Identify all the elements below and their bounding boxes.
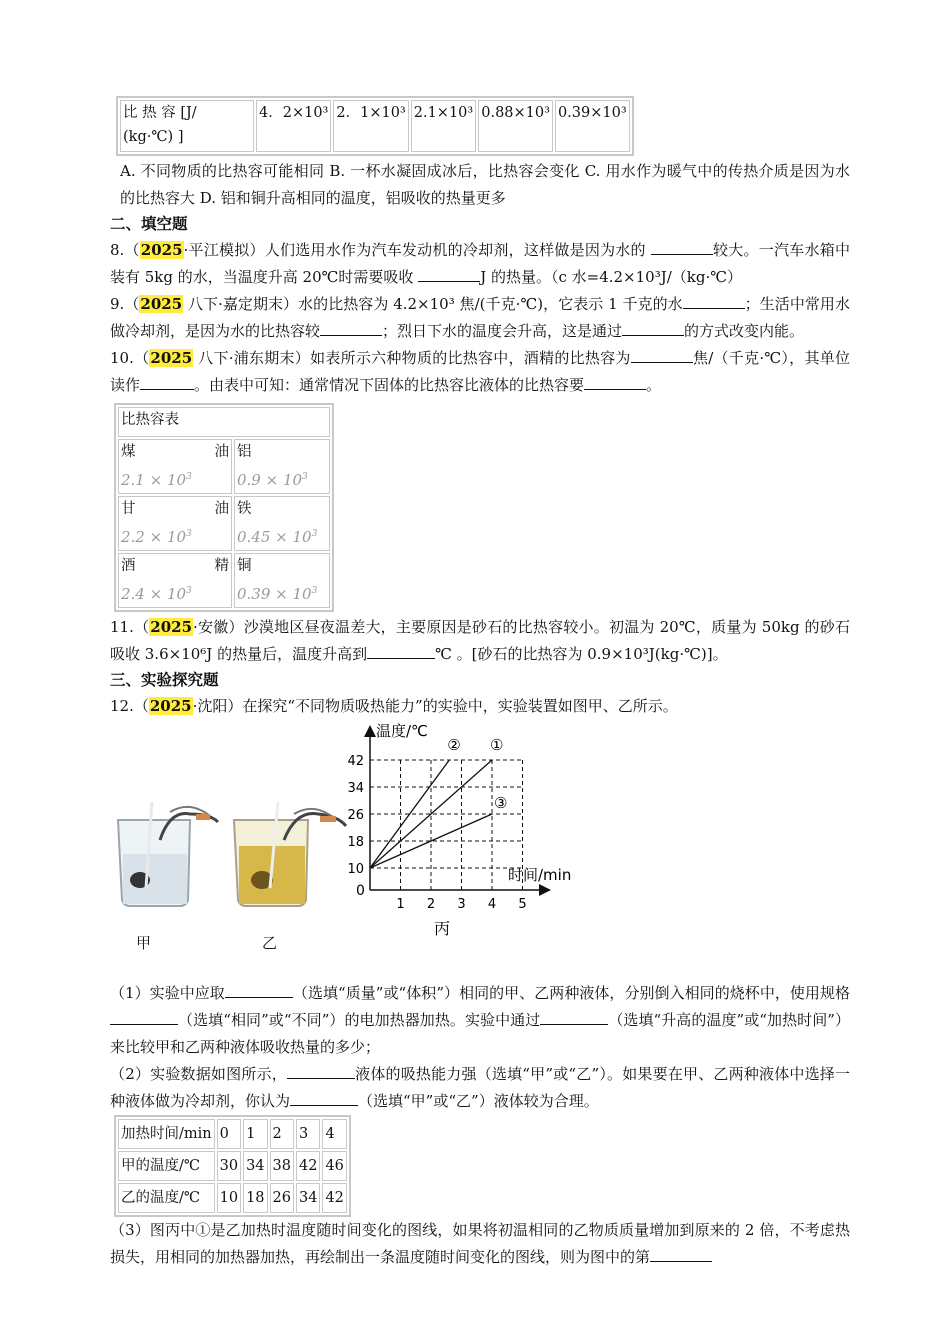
question-12-part-2: （2）实验数据如图所示， 液体的吸热能力强（选填“甲”或“乙”）。如果要在甲、乙两种液体中选择一种液体做为冷却剂，你认为 （选填“甲”或“乙”）液体较为合理。 [110, 1061, 850, 1115]
question-12-part-3: （3）图丙中①是乙加热时温度随时间变化的图线，如果将初温相同的乙物质质量增加到原来的 2 倍，不考虑热损失，用相同的加热器加热，再绘制出一条温度随时间变化的图线，则为图中的第 [110, 1221, 850, 1266]
answer-blank[interactable] [418, 265, 480, 282]
y-axis-label: 温度/℃ [376, 722, 428, 740]
section-title-fill: 二、填空题 [110, 215, 188, 233]
q7-options: A. 不同物质的比热容可能相同 B. 一杯水凝固成冰后，比热容会变化 C. 用水作为暖气中的传热介质是因为水的比热容大 D. 铝和铜升高相同的温度，铝吸收的热量更多 [120, 162, 850, 207]
x-tick-label: 4 [487, 897, 497, 912]
table-cell: 铁 $0.45 \times 10^3$ [234, 496, 330, 551]
question-11: 11.（2025·安徽）沙漠地区昼夜温差大，主要原因是砂石的比热容较小。初温为 20℃，质量为 50kg 的砂石吸收 3.6×10⁶J 的热量后，温度升高到 ℃ 。[砂石的比热容为 0.9×10³J(kg·℃)]。 [110, 618, 850, 663]
question-12: 12.（2025·沈阳）在探究“不同物质吸热能力”的实验中，实验装置如图甲、乙所示。 [110, 697, 678, 715]
question-12-part-1: （1）实验中应取 （选填“质量”或“体积”）相同的甲、乙两种液体，分别倒入相同的烧杯中，使用规格（选填“相同”或“不同”）的电加热器加热。实验中通过 （选填“升高的温度”或“加热时间”）来比较甲和乙两种液体吸收热量的多少； [110, 980, 850, 1061]
table-cell: 铝 $0.9 \times 10^3$ [234, 439, 330, 494]
answer-blank[interactable] [367, 642, 435, 659]
table-cell: 26 [270, 1183, 294, 1213]
answer-blank[interactable] [540, 1008, 608, 1025]
table-cell: 30 [217, 1151, 241, 1181]
table-cell: 2.1×10³ [411, 100, 476, 152]
chart-gridlines [370, 760, 523, 890]
year-highlight: 2025 [150, 618, 193, 636]
table-header: 3 [296, 1119, 320, 1149]
table-row [118, 1119, 347, 1149]
y-tick-label: 18 [347, 835, 364, 850]
figure-label-jia: 甲 [136, 934, 152, 952]
answer-blank[interactable] [584, 373, 646, 390]
x-tick-label: 1 [396, 897, 405, 912]
table-cell: 4．2×10³ [256, 100, 331, 152]
table-cell: 10 [217, 1183, 241, 1213]
table-cell: 2．1×10³ [333, 100, 408, 152]
y-tick-label: 10 [347, 862, 364, 877]
x-tick-label: 3 [457, 897, 466, 912]
beaker-water-illustration [110, 800, 230, 910]
answer-blank[interactable] [287, 1062, 355, 1079]
table-cell: 煤 油 $2.1 \times 10^3$ [118, 439, 232, 494]
table-cell: 铜 $0.39 \times 10^3$ [234, 553, 330, 608]
table-header: 1 [243, 1119, 267, 1149]
origin-label: 0 [356, 883, 365, 899]
answer-blank[interactable] [140, 373, 194, 390]
answer-blank[interactable] [110, 1008, 178, 1025]
table-cell: 18 [243, 1183, 267, 1213]
experiment-figure [110, 720, 850, 974]
series-label-3: ③ [494, 794, 508, 812]
series-label-1: ① [490, 736, 504, 754]
question-10: 10.（2025 八下·浦东期末）如表所示六种物质的比热容中，酒精的比热容为 焦/（千克·℃），其单位读作 。由表中可知：通常情况下固体的比热容比液体的比热容要 。 [110, 345, 850, 399]
answer-blank[interactable] [651, 238, 713, 255]
year-highlight: 2025 [150, 349, 193, 367]
table-row [118, 1183, 347, 1213]
x-axis-label: 时间/min [508, 866, 572, 884]
figure-label-yi: 乙 [262, 934, 278, 952]
x-tick-label: 2 [426, 897, 436, 912]
figure-label-bing: 丙 [434, 919, 451, 938]
table-row [118, 1151, 347, 1181]
document-page [110, 96, 850, 1271]
answer-blank[interactable] [622, 319, 684, 336]
question-9: 9.（2025 八下·嘉定期末）水的比热容为 4.2×10³ 焦/(千克·℃)，它表示 1 千克的水 ；生活中常用水做冷却剂，是因为水的比热容较 ；烈日下水的温度会升高，这是通过 的方式改变内能。 [110, 291, 850, 345]
table-cell: 0.39×10³ [555, 100, 630, 152]
temperature-data-table [114, 1115, 351, 1217]
table-cell: 42 [322, 1183, 346, 1213]
table-cell: 38 [270, 1151, 294, 1181]
table-cell: 46 [322, 1151, 346, 1181]
series-line-2 [370, 760, 449, 868]
table-cell: 34 [243, 1151, 267, 1181]
year-highlight: 2025 [149, 697, 192, 715]
answer-blank[interactable] [320, 319, 382, 336]
table-cell: 酒 精 $2.4 \times 10^3$ [118, 553, 232, 608]
table-header: 4 [322, 1119, 346, 1149]
table-header: 0 [217, 1119, 241, 1149]
table-cell: 0.88×10³ [478, 100, 553, 152]
year-highlight: 2025 [140, 295, 183, 313]
table-header: 2 [270, 1119, 294, 1149]
answer-blank[interactable] [290, 1089, 358, 1106]
table-cell: 34 [296, 1183, 320, 1213]
y-tick-label: 42 [347, 754, 364, 769]
table-row [118, 496, 330, 551]
temperature-time-chart [342, 720, 602, 974]
table-cell: 甲的温度/℃ [118, 1151, 215, 1181]
specific-heat-table-six [114, 403, 334, 612]
table-row [118, 553, 330, 608]
table-header: 加热时间/min [118, 1119, 215, 1149]
question-8: 8.（2025·平江模拟）人们选用水作为汽车发动机的冷却剂，这样做是因为水的 较大。一汽车水箱中装有 5kg 的水，当温度升高 20℃时需要吸收 J 的热量。（c 水=4.2×10³J/（kg·℃） [110, 237, 850, 291]
answer-blank[interactable] [225, 981, 293, 998]
year-highlight: 2025 [140, 241, 183, 259]
y-tick-label: 26 [347, 808, 364, 823]
table-title: 比热容表 [118, 407, 330, 437]
x-tick-label: 5 [518, 897, 527, 912]
table-row [118, 407, 330, 437]
y-tick-label: 34 [347, 781, 364, 796]
answer-blank[interactable] [650, 1245, 712, 1262]
table-cell: 乙的温度/℃ [118, 1183, 215, 1213]
beaker-oil-illustration [228, 800, 358, 910]
answer-blank[interactable] [683, 292, 745, 309]
specific-heat-table-top [116, 96, 634, 156]
series-label-2: ② [447, 736, 461, 754]
table-cell-label: 比 热 容 [J/ (kg·℃) ] [120, 100, 254, 152]
table-row [118, 439, 330, 494]
table-cell: 42 [296, 1151, 320, 1181]
table-cell: 甘 油 $2.2 \times 10^3$ [118, 496, 232, 551]
answer-blank[interactable] [631, 346, 693, 363]
section-title-experiment: 三、实验探究题 [110, 671, 219, 689]
table-row [120, 100, 630, 152]
